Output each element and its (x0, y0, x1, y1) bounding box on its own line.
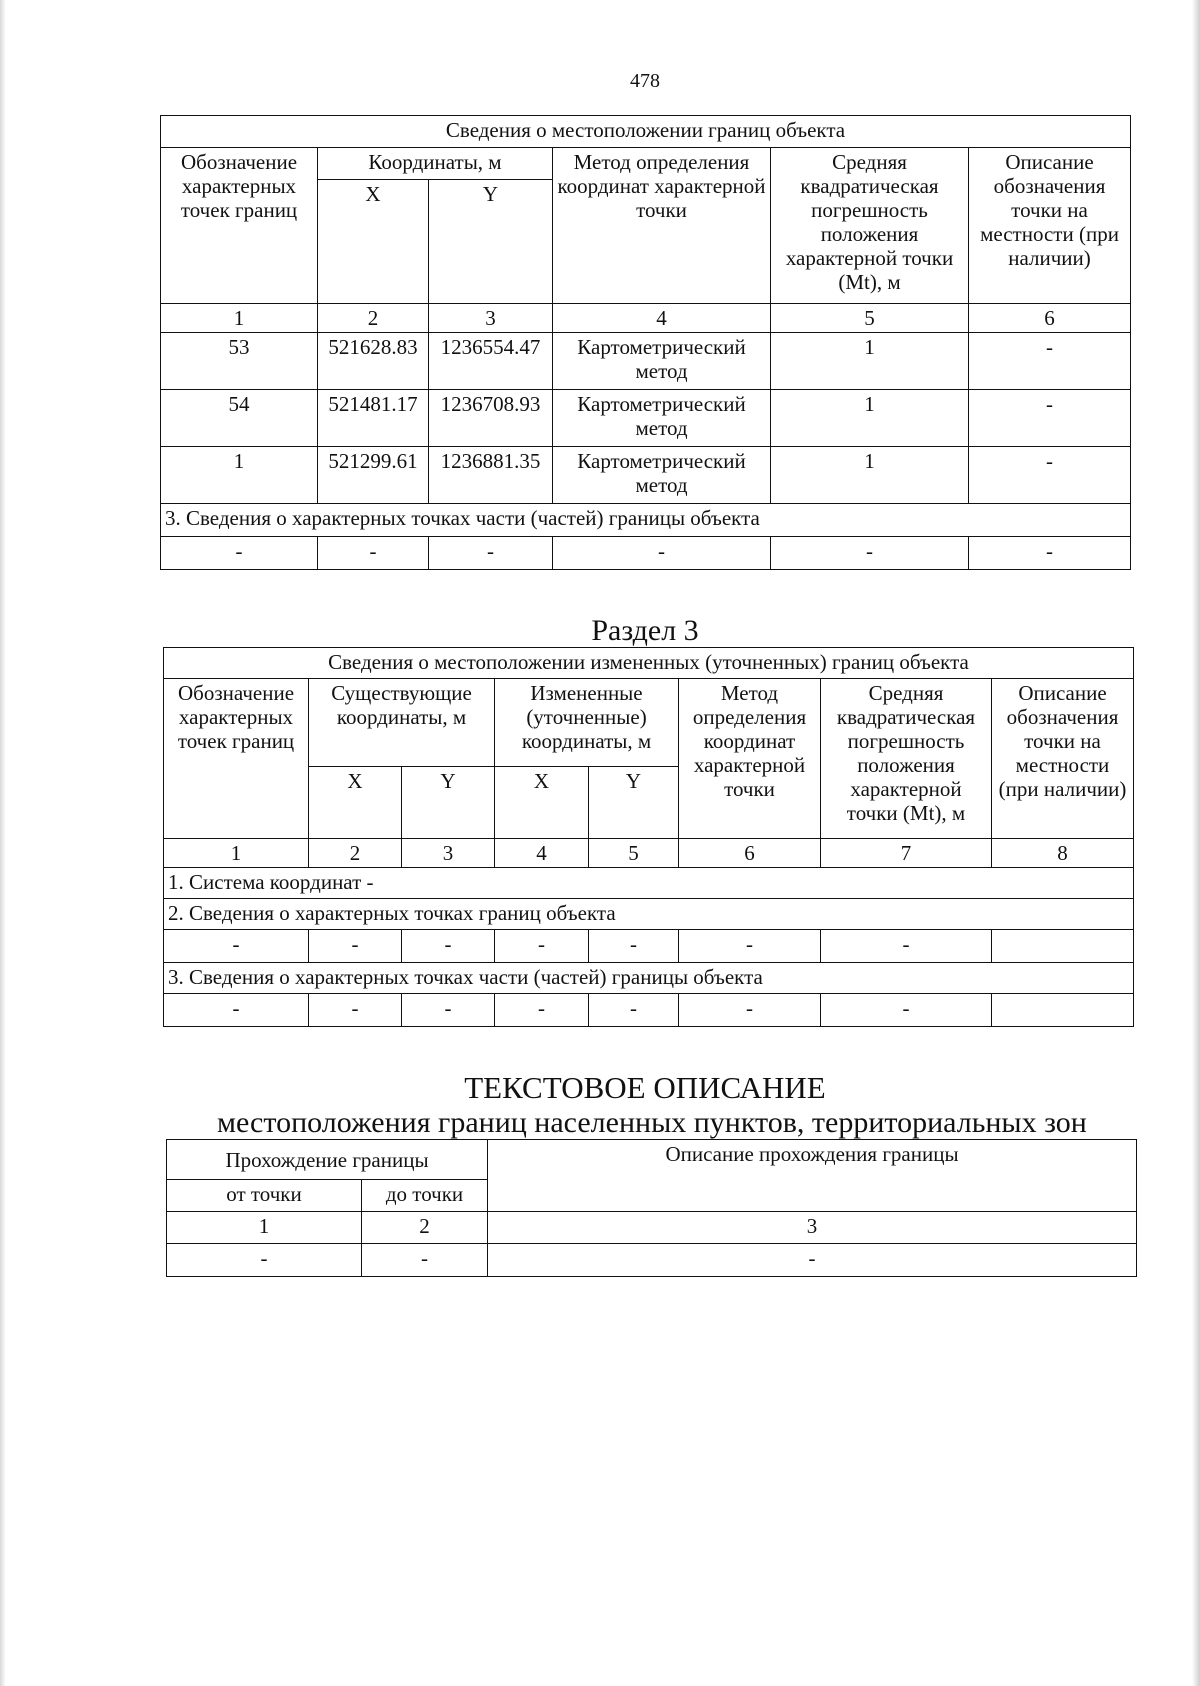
method: Картометрический метод (553, 333, 771, 390)
error: 1 (771, 390, 969, 447)
coord-x: 521481.17 (318, 390, 429, 447)
table-row (167, 1244, 1137, 1277)
empty-cell: - (362, 1244, 488, 1277)
table-row (161, 390, 1131, 447)
table-row (161, 333, 1131, 390)
point-id: 53 (161, 333, 318, 390)
empty-cell: - (679, 930, 821, 963)
empty-cell: - (821, 930, 992, 963)
scan-edge-right (1192, 0, 1200, 1686)
table2-header-x1: X (309, 767, 402, 839)
table1-colnum-3: 3 (429, 304, 553, 333)
table-row (161, 537, 1131, 570)
method: Картометрический метод (553, 390, 771, 447)
table1-colnum-2: 2 (318, 304, 429, 333)
empty-cell: - (167, 1244, 362, 1277)
table1-header-x: X (318, 180, 429, 304)
empty-cell: - (495, 994, 589, 1027)
table1-header-error: Средняя квадратическая погрешность положения характерной точки (Mt), м (771, 148, 969, 304)
empty-cell: - (429, 537, 553, 570)
table2-header-x2: X (495, 767, 589, 839)
table2-header-designation: Обозначение характерных точек границ (164, 679, 309, 839)
coord-x: 521628.83 (318, 333, 429, 390)
empty-cell: - (164, 994, 309, 1027)
table2-colnum-5: 5 (589, 839, 679, 868)
empty-cell: - (164, 930, 309, 963)
empty-cell: - (589, 994, 679, 1027)
description: - (969, 390, 1131, 447)
point-id: 54 (161, 390, 318, 447)
table-row (164, 994, 1134, 1027)
empty-cell (992, 930, 1134, 963)
table2-header-existing: Существующие координаты, м (309, 679, 495, 767)
empty-cell: - (402, 930, 495, 963)
empty-cell: - (161, 537, 318, 570)
table1-header-designation: Обозначение характерных точек границ (161, 148, 318, 304)
table2-colnum-3: 3 (402, 839, 495, 868)
text-description-title: ТЕКСТОВОЕ ОПИСАНИЕ (464, 1070, 826, 1105)
boundary-location-table (160, 115, 1131, 570)
table3-colnum-2: 2 (362, 1212, 488, 1244)
text-description-subtitle: местоположения границ населенных пунктов, территориальных зон (217, 1106, 1087, 1139)
coord-x: 521299.61 (318, 447, 429, 504)
empty-cell: - (589, 930, 679, 963)
table1-header-description: Описание обозначения точки на местности (при наличии) (969, 148, 1131, 304)
table1-caption: Сведения о местоположении границ объекта (161, 116, 1131, 148)
point-id: 1 (161, 447, 318, 504)
section-title: Раздел 3 (591, 614, 699, 647)
table1-header-method: Метод определения координат характерной точки (553, 148, 771, 304)
error: 1 (771, 447, 969, 504)
table3-header-description: Описание прохождения границы (488, 1140, 1137, 1212)
method: Картометрический метод (553, 447, 771, 504)
coord-y: 1236554.47 (429, 333, 553, 390)
table2-header-method: Метод определения координат характерной точки (679, 679, 821, 839)
table3-header-passage: Прохождение границы (167, 1140, 488, 1180)
empty-cell (992, 994, 1134, 1027)
table-row (164, 930, 1134, 963)
table2-header-description: Описание обозначения точки на местности (при наличии) (992, 679, 1134, 839)
empty-cell: - (488, 1244, 1137, 1277)
empty-cell: - (318, 537, 429, 570)
table3-colnum-1: 1 (167, 1212, 362, 1244)
table2-colnum-1: 1 (164, 839, 309, 868)
empty-cell: - (969, 537, 1131, 570)
empty-cell: - (553, 537, 771, 570)
table2-header-error: Средняя квадратическая погрешность положения характерной точки (Mt), м (821, 679, 992, 839)
error: 1 (771, 333, 969, 390)
table1-section3-label: 3. Сведения о характерных точках части (частей) границы объекта (161, 504, 1131, 537)
page-number: 478 (630, 70, 660, 92)
table1-colnum-4: 4 (553, 304, 771, 333)
empty-cell: - (821, 994, 992, 1027)
table3-header-to: до точки (362, 1180, 488, 1212)
empty-cell: - (771, 537, 969, 570)
boundary-passage-table (166, 1139, 1137, 1277)
changed-boundary-table (163, 647, 1134, 1027)
table2-section2-label: 2. Сведения о характерных точках границ объекта (164, 899, 1134, 930)
table-row (161, 447, 1131, 504)
table2-colnum-8: 8 (992, 839, 1134, 868)
table2-header-y1: Y (402, 767, 495, 839)
empty-cell: - (679, 994, 821, 1027)
empty-cell: - (309, 930, 402, 963)
table2-colnum-7: 7 (821, 839, 992, 868)
table1-colnum-5: 5 (771, 304, 969, 333)
table2-system-label: 1. Система координат - (164, 868, 1134, 899)
table1-header-y: Y (429, 180, 553, 304)
table2-colnum-6: 6 (679, 839, 821, 868)
table1-colnum-1: 1 (161, 304, 318, 333)
table2-colnum-2: 2 (309, 839, 402, 868)
scan-edge-left (0, 0, 6, 1686)
empty-cell: - (402, 994, 495, 1027)
table1-colnum-6: 6 (969, 304, 1131, 333)
description: - (969, 447, 1131, 504)
table1-header-coordinates: Координаты, м (318, 148, 553, 180)
empty-cell: - (495, 930, 589, 963)
table2-caption: Сведения о местоположении измененных (уточненных) границ объекта (164, 648, 1134, 679)
coord-y: 1236708.93 (429, 390, 553, 447)
table3-header-from: от точки (167, 1180, 362, 1212)
table3-colnum-3: 3 (488, 1212, 1137, 1244)
table2-section3-label: 3. Сведения о характерных точках части (частей) границы объекта (164, 963, 1134, 994)
table2-header-changed: Измененные (уточненные) координаты, м (495, 679, 679, 767)
coord-y: 1236881.35 (429, 447, 553, 504)
table2-header-y2: Y (589, 767, 679, 839)
table2-colnum-4: 4 (495, 839, 589, 868)
empty-cell: - (309, 994, 402, 1027)
description: - (969, 333, 1131, 390)
